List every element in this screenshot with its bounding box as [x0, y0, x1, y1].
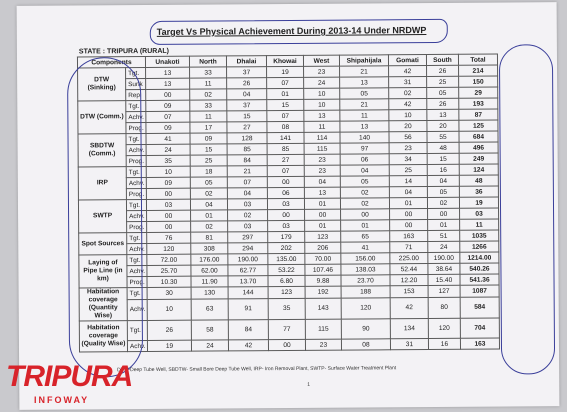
value-cell: 77: [268, 319, 305, 339]
value-cell: 27: [267, 154, 304, 165]
value-cell: 17: [190, 122, 227, 133]
value-cell: 41: [146, 133, 190, 144]
row-type-label: Achv.: [127, 340, 147, 351]
value-cell: 135.00: [268, 253, 305, 264]
value-cell: 13: [146, 78, 190, 89]
header-gomati: Gomati: [388, 55, 426, 66]
value-cell: 15.40: [428, 274, 460, 285]
total-cell: 163: [460, 338, 499, 349]
value-cell: 42: [389, 99, 427, 110]
value-cell: 70.00: [305, 253, 341, 264]
value-cell: 00: [146, 188, 190, 199]
value-cell: 02: [340, 187, 389, 198]
total-cell: 540.26: [460, 263, 499, 274]
row-type-label: Tgt.: [127, 232, 147, 243]
value-cell: 03: [268, 220, 305, 231]
row-type-label: Tgt.: [126, 133, 146, 144]
value-cell: 10.30: [147, 276, 191, 287]
value-cell: 41: [341, 242, 390, 253]
row-type-label: Prog.: [126, 122, 146, 133]
value-cell: 144: [228, 287, 268, 299]
value-cell: 156.00: [341, 253, 390, 264]
footnote: DTW-Deep Tube Well, SBDTW- Small Bore Deep Tube Well, IRP- Iron Removal Plant, SWTP- Surface Water Treatment Plant: [117, 365, 397, 374]
value-cell: 9.88: [305, 275, 341, 286]
value-cell: 24: [428, 241, 460, 252]
header-components: Components: [77, 56, 145, 67]
value-cell: 123: [305, 231, 341, 242]
value-cell: 123: [268, 286, 305, 298]
row-type-label: Achv.: [127, 299, 147, 320]
total-cell: 11: [460, 219, 499, 230]
value-cell: 05: [427, 186, 459, 197]
value-cell: 120: [147, 243, 191, 254]
value-cell: 23: [304, 154, 340, 165]
value-cell: 21: [227, 166, 267, 177]
value-cell: 01: [389, 198, 427, 209]
total-cell: 36: [459, 186, 498, 197]
row-type-label: Achv.: [126, 144, 146, 155]
value-cell: 62.77: [228, 265, 268, 276]
total-cell: 150: [459, 76, 498, 87]
value-cell: 202: [268, 242, 305, 253]
header-shipahijala: Shipahijala: [339, 55, 388, 66]
value-cell: 00: [390, 220, 428, 231]
value-cell: 25: [389, 165, 427, 176]
value-cell: 141: [267, 132, 304, 143]
value-cell: 80: [428, 297, 460, 319]
value-cell: 16: [428, 338, 460, 349]
value-cell: 00: [147, 221, 191, 232]
value-cell: 31: [390, 339, 428, 350]
value-cell: 65: [341, 231, 390, 242]
value-cell: 10: [304, 88, 340, 99]
value-cell: 63: [191, 299, 228, 321]
value-cell: 25: [190, 155, 227, 166]
value-cell: 120: [341, 297, 390, 319]
value-cell: 03: [228, 221, 268, 232]
value-cell: 38.64: [428, 263, 460, 274]
value-cell: 20: [389, 121, 427, 132]
value-cell: 97: [340, 143, 389, 154]
total-cell: 87: [459, 109, 498, 120]
value-cell: 179: [268, 231, 305, 242]
row-type-label: Achv.: [127, 265, 147, 276]
value-cell: 00: [390, 209, 428, 220]
value-cell: 10: [146, 166, 190, 177]
row-type-label: Prog.: [126, 155, 146, 166]
total-cell: 1087: [460, 285, 499, 297]
row-type-label: Prog.: [127, 221, 147, 232]
value-cell: 12.20: [390, 275, 428, 286]
total-cell: 19: [459, 197, 498, 208]
value-cell: 07: [267, 110, 304, 121]
value-cell: 90: [341, 319, 390, 339]
value-cell: 120: [428, 318, 460, 338]
value-cell: 15: [267, 99, 304, 110]
value-cell: 07: [267, 77, 304, 88]
value-cell: 114: [304, 132, 340, 143]
value-cell: 13: [304, 110, 340, 121]
component-label: Habitation coverage (Quantity Wise): [79, 288, 127, 321]
value-cell: 04: [227, 89, 267, 100]
total-cell: 125: [459, 120, 498, 131]
value-cell: 04: [190, 199, 227, 210]
total-cell: 541.36: [460, 274, 499, 285]
value-cell: 07: [227, 177, 267, 188]
value-cell: 11.90: [191, 276, 228, 287]
value-cell: 02: [340, 198, 389, 209]
value-cell: 08: [267, 121, 304, 132]
value-cell: 01: [267, 88, 304, 99]
value-cell: 01: [341, 220, 390, 231]
value-cell: 10: [389, 110, 427, 121]
value-cell: 140: [340, 132, 389, 143]
value-cell: 6.80: [268, 275, 305, 286]
value-cell: 02: [190, 89, 227, 100]
value-cell: 05: [340, 88, 389, 99]
total-cell: 03: [460, 208, 499, 219]
value-cell: 23: [304, 165, 340, 176]
value-cell: 11: [190, 78, 227, 89]
total-cell: 496: [459, 142, 498, 153]
value-cell: 31: [389, 77, 427, 88]
value-cell: 176.00: [191, 254, 228, 265]
value-cell: 03: [267, 198, 304, 209]
value-cell: 13: [304, 187, 340, 198]
total-column-circle-annotation: [499, 44, 555, 374]
value-cell: 163: [390, 231, 428, 242]
value-cell: 18: [190, 166, 227, 177]
value-cell: 35: [146, 155, 190, 166]
value-cell: 84: [227, 155, 267, 166]
value-cell: 48: [427, 142, 459, 153]
value-cell: 127: [428, 285, 460, 297]
value-cell: 05: [340, 176, 389, 187]
total-cell: 249: [459, 153, 498, 164]
value-cell: 04: [304, 176, 340, 187]
value-cell: 09: [146, 177, 190, 188]
value-cell: 00: [146, 89, 190, 100]
value-cell: 188: [341, 286, 390, 298]
row-type-label: Repl: [126, 89, 146, 100]
value-cell: 24: [146, 144, 190, 155]
value-cell: 01: [305, 220, 341, 231]
value-cell: 130: [191, 287, 228, 299]
value-cell: 01: [191, 210, 228, 221]
row-type-label: Tgt.: [127, 254, 147, 265]
value-cell: 26: [427, 98, 459, 109]
value-cell: 13: [427, 109, 459, 120]
value-cell: 27: [227, 122, 267, 133]
value-cell: 16: [427, 164, 459, 175]
value-cell: 37: [227, 67, 267, 78]
value-cell: 33: [190, 67, 227, 78]
row-type-label: Achv.: [126, 111, 146, 122]
value-cell: 134: [390, 319, 428, 339]
value-cell: 02: [191, 221, 228, 232]
value-cell: 23.70: [341, 275, 390, 286]
row-type-label: Tgt.: [126, 199, 146, 210]
value-cell: 14: [389, 176, 427, 187]
value-cell: 01: [428, 219, 460, 230]
value-cell: 76: [147, 232, 191, 243]
value-cell: 00: [147, 210, 191, 221]
value-cell: 05: [190, 177, 227, 188]
logo-sub-text: INFOWAY: [34, 395, 90, 405]
value-cell: 190.00: [428, 252, 460, 263]
value-cell: 25: [427, 76, 459, 87]
total-cell: 193: [459, 98, 498, 109]
value-cell: 00: [268, 209, 305, 220]
component-label: SBDTW (Comm.): [78, 134, 126, 167]
value-cell: 02: [427, 197, 459, 208]
value-cell: 37: [227, 100, 267, 111]
value-cell: 91: [228, 298, 268, 320]
value-cell: 15: [227, 111, 267, 122]
value-cell: 20: [427, 120, 459, 131]
value-cell: 04: [227, 188, 267, 199]
value-cell: 03: [227, 199, 267, 210]
value-cell: 06: [340, 154, 389, 165]
value-cell: 85: [267, 143, 304, 154]
value-cell: 42: [389, 66, 427, 77]
value-cell: 02: [228, 210, 268, 221]
value-cell: 26: [227, 78, 267, 89]
value-cell: 10: [304, 99, 340, 110]
total-cell: 1214.00: [460, 252, 499, 263]
value-cell: 19: [147, 340, 191, 351]
header-unakoti: Unakoti: [145, 56, 189, 67]
row-type-label: Tgt.: [127, 320, 147, 340]
total-cell: 124: [459, 164, 498, 175]
value-cell: 13: [340, 77, 389, 88]
value-cell: 26: [147, 320, 191, 340]
value-cell: 13.70: [228, 276, 268, 287]
row-type-label: Tgt.: [127, 287, 147, 299]
total-cell: 1266: [460, 241, 499, 252]
total-cell: 584: [460, 297, 499, 319]
value-cell: 25.70: [147, 265, 191, 276]
value-cell: 00: [267, 176, 304, 187]
value-cell: 15: [427, 153, 459, 164]
header-total: Total: [458, 54, 497, 65]
value-cell: 24: [191, 340, 228, 351]
component-label: Spot Sources: [79, 233, 127, 255]
value-cell: 09: [190, 133, 227, 144]
value-cell: 10: [147, 299, 191, 321]
value-cell: 11: [340, 110, 389, 121]
value-cell: 294: [228, 243, 268, 254]
row-type-label: Achv.: [127, 210, 147, 221]
component-label: Habitation coverage (Quality Wise): [79, 321, 127, 352]
value-cell: 04: [340, 165, 389, 176]
total-cell: 684: [459, 131, 498, 142]
value-cell: 84: [228, 320, 268, 340]
value-cell: 00: [428, 208, 460, 219]
value-cell: 04: [427, 175, 459, 186]
value-cell: 05: [427, 87, 459, 98]
value-cell: 72.00: [147, 254, 191, 265]
value-cell: 62.00: [191, 265, 228, 276]
header-south: South: [426, 54, 458, 65]
total-cell: 48: [459, 175, 498, 186]
value-cell: 35: [268, 298, 305, 320]
header-west: West: [303, 55, 339, 66]
value-cell: 58: [191, 320, 228, 340]
value-cell: 11: [304, 121, 340, 132]
value-cell: 71: [390, 242, 428, 253]
value-cell: 21: [340, 66, 389, 77]
value-cell: 01: [304, 198, 340, 209]
value-cell: 115: [304, 143, 340, 154]
value-cell: 138.03: [341, 264, 390, 275]
left-circle-annotation: [67, 57, 143, 378]
row-type-label: Tgt.: [126, 166, 146, 177]
page-title: Target Vs Physical Achievement During 2013-14 Under NRDWP: [156, 25, 427, 37]
header-dhalai: Dhalai: [226, 56, 266, 67]
value-cell: 00: [305, 209, 341, 220]
value-cell: 00: [268, 339, 305, 350]
value-cell: 115: [305, 319, 341, 339]
value-cell: 11: [190, 111, 227, 122]
row-type-label: Sunk: [126, 78, 146, 89]
value-cell: 143: [305, 298, 341, 320]
logo-main-text: TRIPURA: [6, 360, 133, 393]
value-cell: 56: [389, 132, 427, 143]
value-cell: 08: [341, 339, 390, 350]
value-cell: 23: [389, 143, 427, 154]
value-cell: 107.46: [305, 264, 341, 275]
value-cell: 13: [340, 121, 389, 132]
value-cell: 52.44: [390, 264, 428, 275]
value-cell: 53.22: [268, 264, 305, 275]
value-cell: 02: [190, 188, 227, 199]
value-cell: 19: [267, 66, 304, 77]
header-north: North: [189, 56, 226, 67]
state-label: STATE : TRIPURA (RURAL): [78, 47, 170, 56]
value-cell: 23: [305, 339, 341, 350]
total-cell: 1035: [460, 230, 499, 241]
value-cell: 09: [146, 122, 190, 133]
value-cell: 55: [427, 131, 459, 142]
value-cell: 24: [304, 77, 340, 88]
total-cell: 29: [459, 87, 498, 98]
row-type-label: Tgt.: [126, 67, 146, 78]
value-cell: 153: [390, 286, 428, 298]
header-khowai: Khowai: [266, 55, 303, 66]
value-cell: 21: [340, 99, 389, 110]
value-cell: 06: [267, 187, 304, 198]
total-cell: 704: [460, 318, 499, 338]
value-cell: 15: [190, 144, 227, 155]
total-cell: 214: [459, 65, 498, 76]
value-cell: 42: [228, 340, 268, 351]
page-number: 1: [307, 381, 311, 388]
value-cell: 03: [146, 199, 190, 210]
value-cell: 07: [146, 111, 190, 122]
row-type-label: Achv.: [127, 243, 147, 254]
value-cell: 308: [191, 243, 228, 254]
row-type-label: Prog.: [126, 188, 146, 199]
document-page: [17, 2, 560, 410]
value-cell: 09: [146, 100, 190, 111]
value-cell: 225.00: [390, 253, 428, 264]
component-label: DTW (Comm.): [78, 101, 126, 134]
value-cell: 23: [304, 66, 340, 77]
value-cell: 42: [390, 297, 428, 319]
row-type-label: Prog.: [127, 276, 147, 287]
value-cell: 297: [228, 232, 268, 243]
value-cell: 192: [305, 286, 341, 298]
value-cell: 206: [305, 242, 341, 253]
value-cell: 13: [146, 67, 190, 78]
row-type-label: Achv.: [126, 177, 146, 188]
value-cell: 85: [227, 144, 267, 155]
row-type-label: Tgt.: [126, 100, 146, 111]
value-cell: 33: [190, 100, 227, 111]
component-label: IRP: [78, 167, 126, 200]
value-cell: 30: [147, 287, 191, 299]
value-cell: 04: [389, 187, 427, 198]
value-cell: 81: [191, 232, 228, 243]
value-cell: 02: [389, 88, 427, 99]
component-label: SWTP: [78, 200, 126, 233]
value-cell: 128: [227, 133, 267, 144]
value-cell: 00: [341, 209, 390, 220]
component-label: Laying of Pipe Line (in km): [79, 255, 127, 288]
value-cell: 07: [267, 165, 304, 176]
value-cell: 26: [427, 65, 459, 76]
value-cell: 51: [428, 230, 460, 241]
value-cell: 34: [389, 154, 427, 165]
component-label: DTW (Sinking): [78, 68, 126, 101]
value-cell: 190.00: [228, 254, 268, 265]
